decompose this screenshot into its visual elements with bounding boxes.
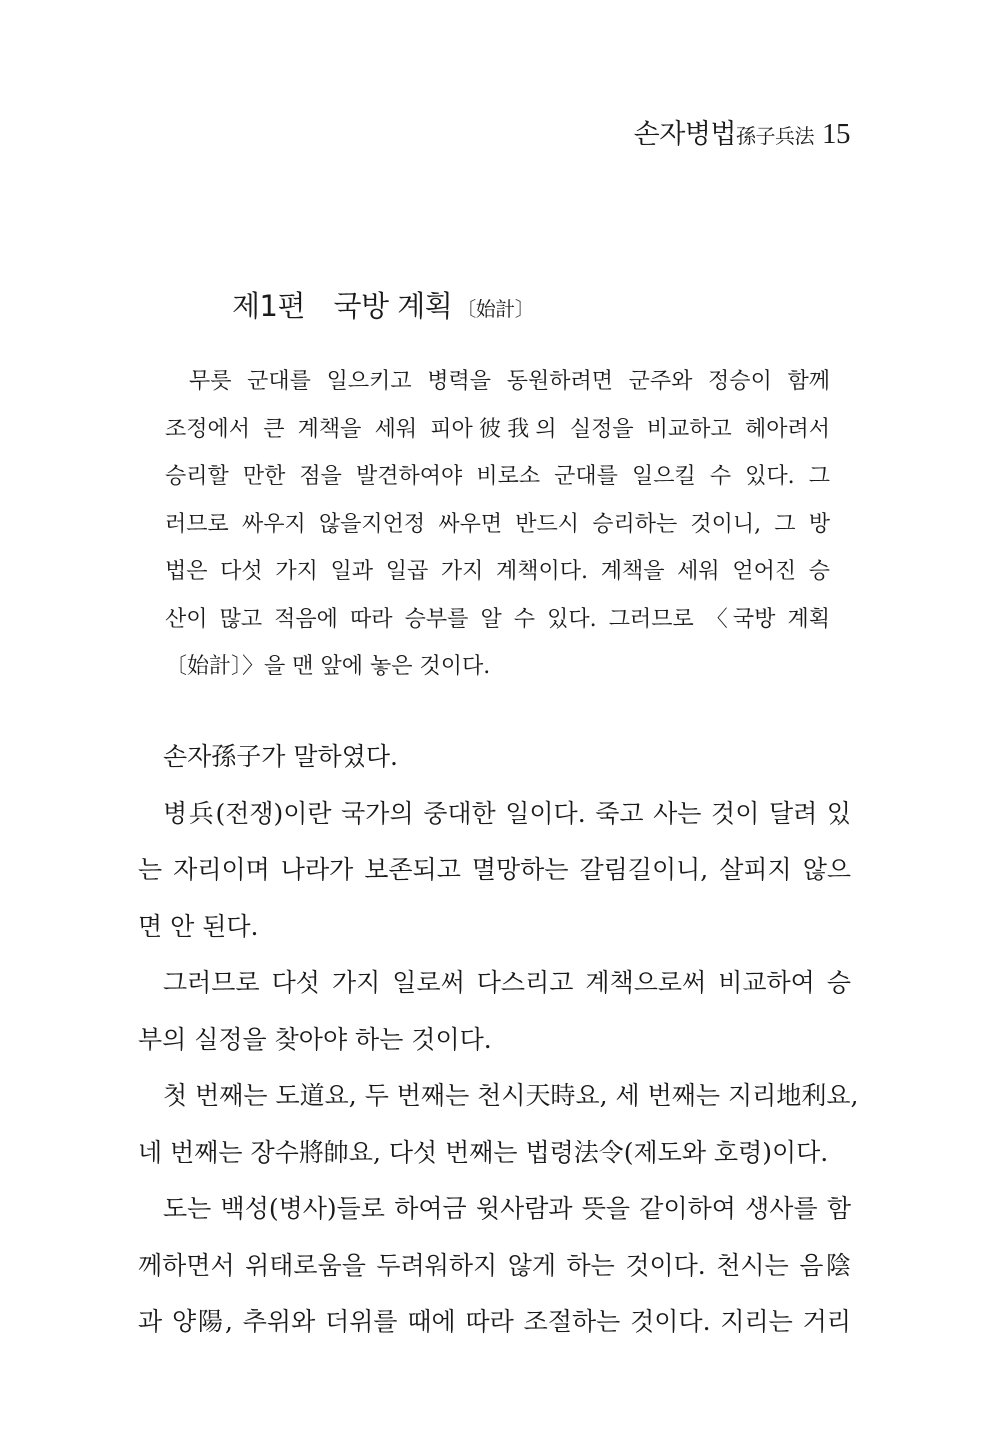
body-line: 는 자리이며 나라가 보존되고 멸망하는 갈림길이니, 살피지 않으 — [138, 855, 851, 884]
main-text — [138, 740, 859, 1362]
intro-line: 법은 다섯 가지 일과 일곱 가지 계책이다. 계책을 세워 얻어진 승 — [165, 559, 830, 584]
body-line: 부의 실정을 찾아야 하는 것이다. — [138, 1024, 492, 1054]
body-line: 병兵(전쟁)이란 국가의 중대한 일이다. 죽고 사는 것이 달려 있 — [163, 798, 851, 828]
body-line: 도는 백성(병사)들로 하여금 윗사람과 뜻을 같이하여 생사를 함 — [163, 1194, 851, 1223]
intro-line: 러므로 싸우지 않을지언정 싸우면 반드시 승리하는 것이니, 그 방 — [165, 511, 830, 537]
chapter-intro — [165, 367, 830, 700]
running-header — [634, 112, 850, 151]
chapter-title-text: 제1편 국방 계획 — [232, 289, 453, 323]
intro-line: 산이 많고 적음에 따라 승부를 알 수 있다. 그러므로 〈국방 계획 — [165, 606, 830, 632]
chapter-title — [232, 284, 534, 325]
body-line: 네 번째는 장수將帥요, 다섯 번째는 법령法令(제도와 호령)이다. — [138, 1137, 829, 1167]
body-line: 손자孫子가 말하였다. — [163, 742, 398, 771]
book-title-hanja: 孫子兵法 — [736, 124, 814, 148]
page-number: 15 — [822, 118, 850, 150]
body-line: 그러므로 다섯 가지 일로써 다스리고 계책으로써 비교하여 승 — [163, 968, 851, 997]
intro-line: 〔始計〕〉을 맨 앞에 놓은 것이다. — [165, 654, 491, 679]
intro-line: 승리할 만한 점을 발견하여야 비로소 군대를 일으킬 수 있다. 그 — [165, 464, 830, 489]
intro-line: 조정에서 큰 계책을 세워 피아彼我의 실정을 비교하고 헤아려서 — [165, 416, 830, 442]
body-line: 께하면서 위태로움을 두려워하지 않게 하는 것이다. 천시는 음陰 — [138, 1250, 851, 1280]
intro-line: 무릇 군대를 일으키고 병력을 동원하려면 군주와 정승이 함께 — [189, 369, 830, 394]
body-line: 면 안 된다. — [138, 911, 259, 941]
book-title: 손자병법 — [633, 119, 736, 150]
body-line: 과 양陽, 추위와 더위를 때에 따라 조절하는 것이다. 지리는 거리 — [138, 1307, 851, 1336]
body-line: 첫 번째는 도道요, 두 번째는 천시天時요, 세 번째는 지리地利요, — [163, 1081, 859, 1110]
chapter-title-hanja: 〔始計〕 — [456, 297, 535, 321]
